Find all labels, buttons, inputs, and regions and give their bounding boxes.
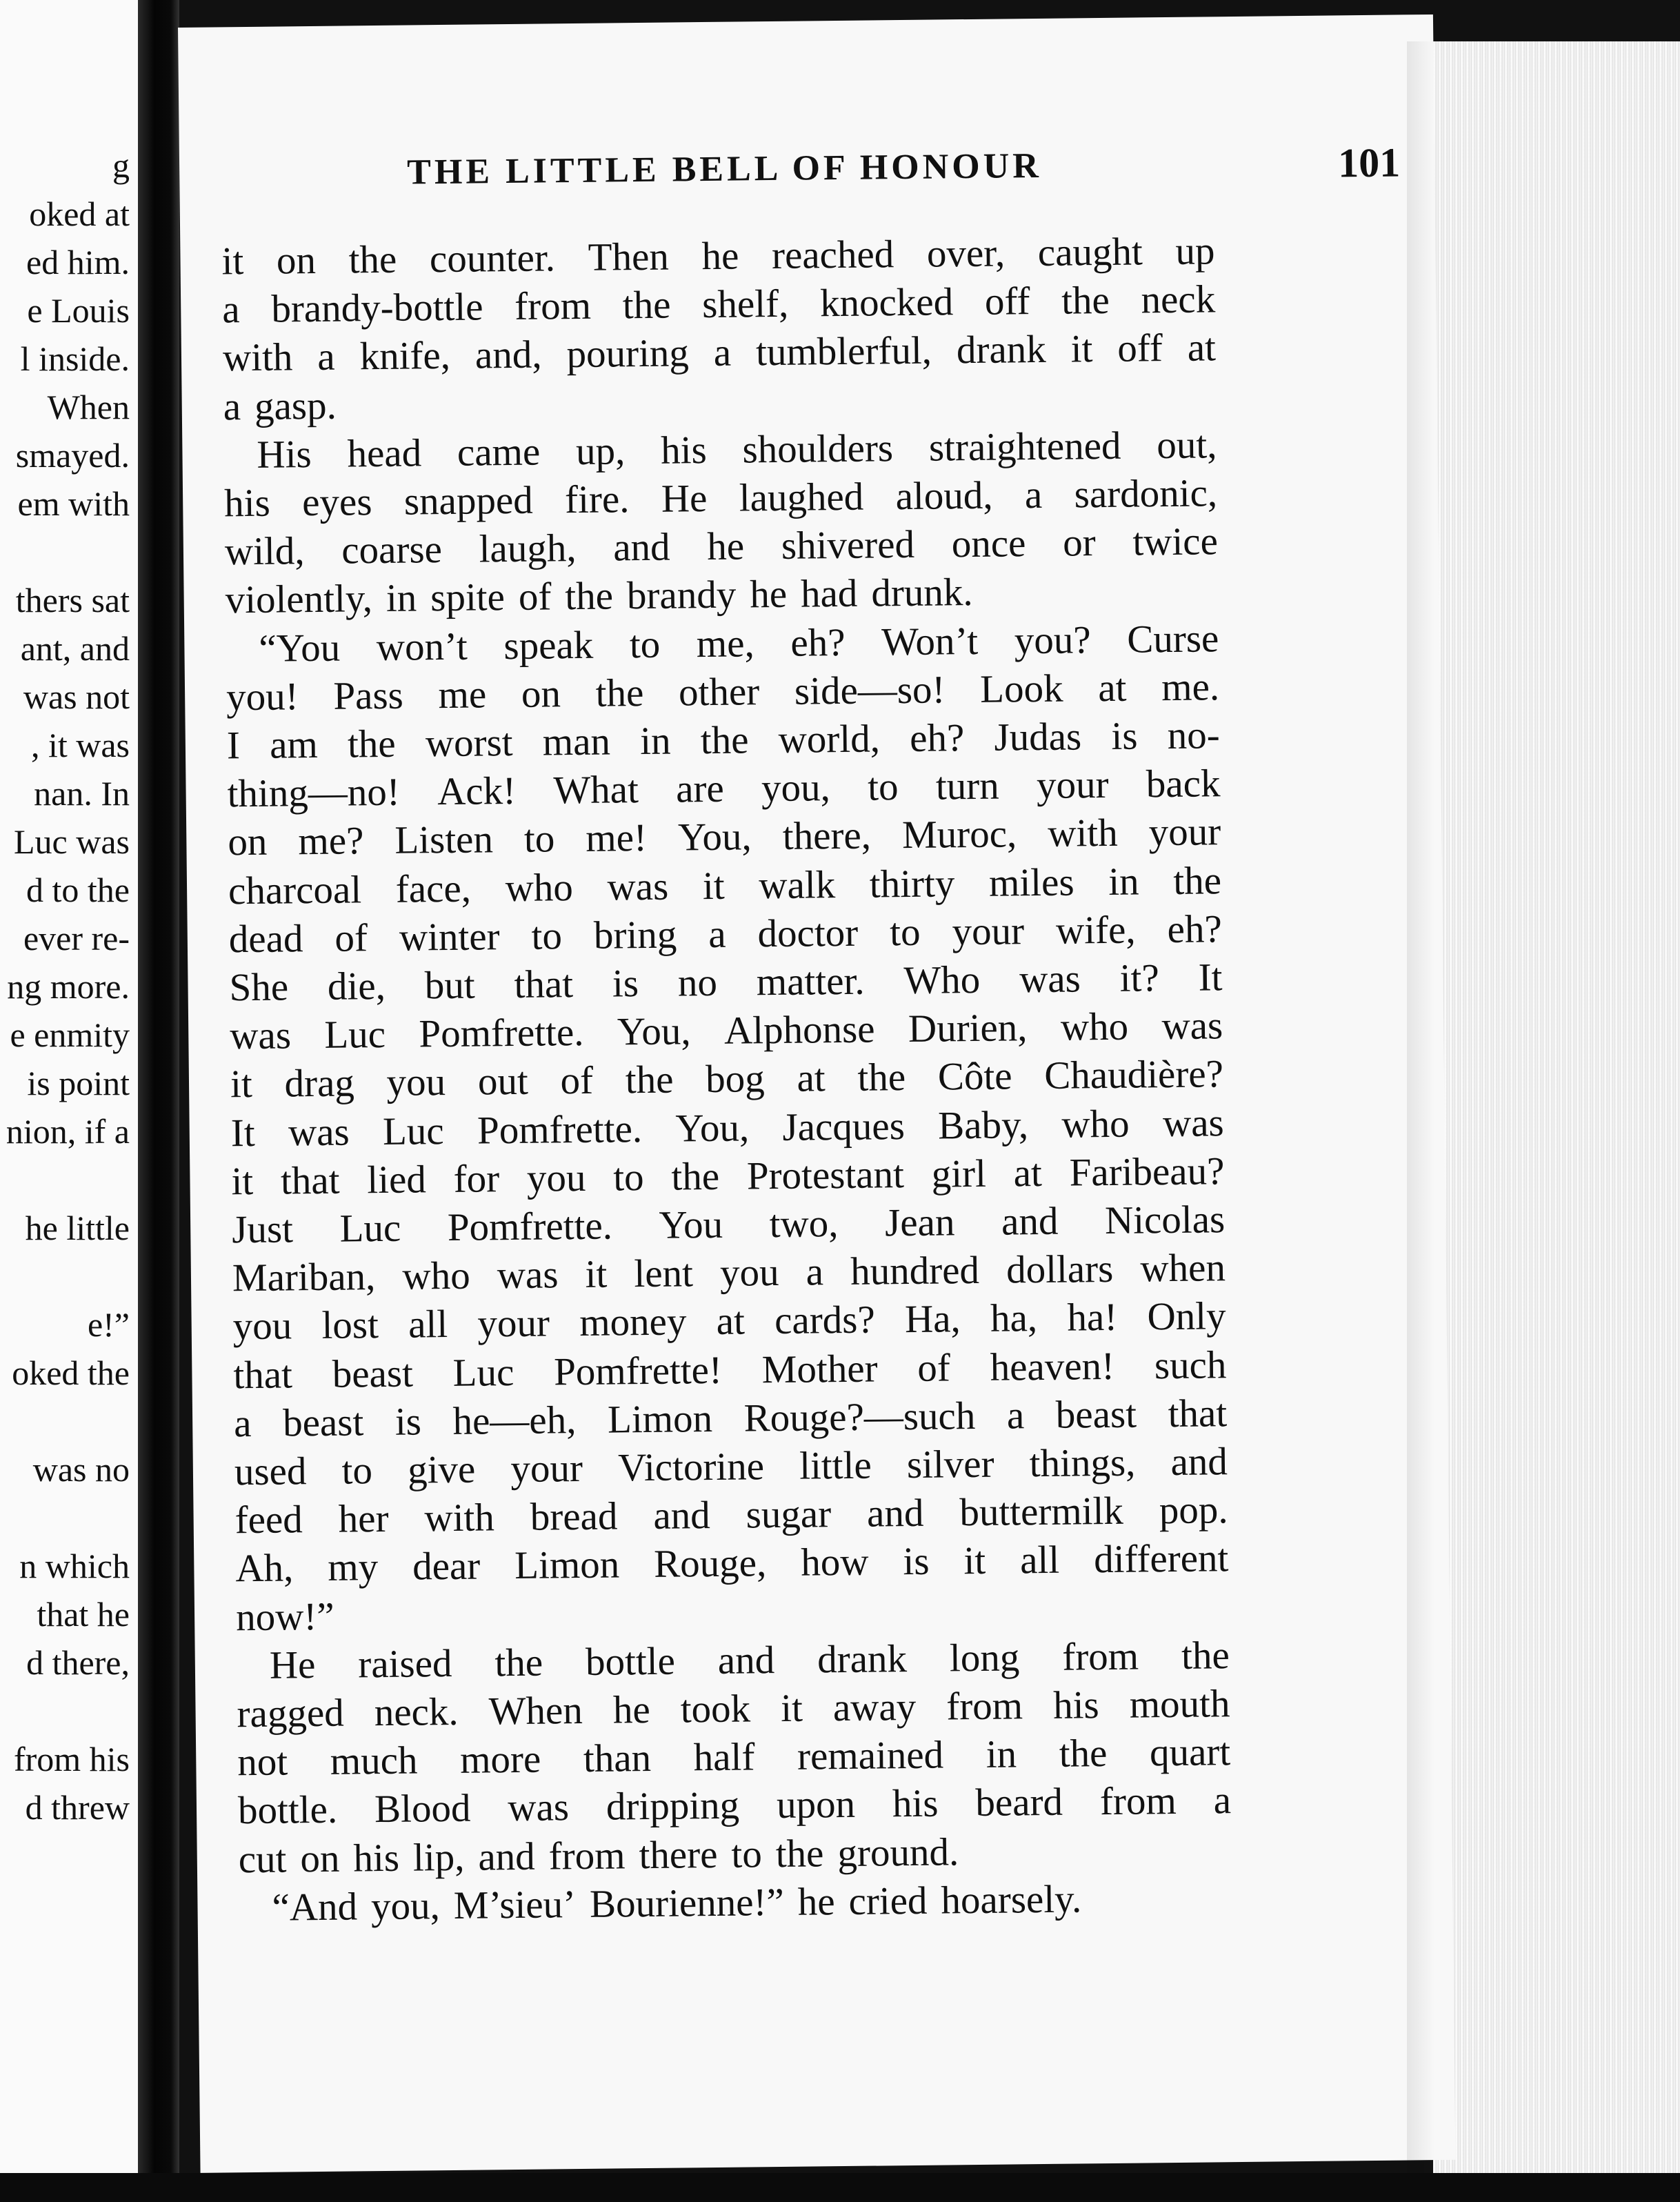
text-line: not much more than half remained in the quart [237, 1730, 1231, 1785]
text-line: charcoal face, who was it walk thirty miles in the [228, 858, 1222, 913]
text-line: a beast is he—eh, Limon Rouge?—such a beast that [233, 1391, 1228, 1446]
left-page-line: ever re- [23, 919, 130, 958]
left-page-line: g [112, 146, 130, 185]
left-page-line: was no [32, 1450, 130, 1489]
text-line: bottle. Blood was dripping upon his beard from a [237, 1778, 1232, 1833]
text-line: Ah, my dear Limon Rouge, how is it all different [235, 1536, 1229, 1591]
left-page-line: e Louis [27, 291, 130, 330]
text-line: a brandy-bottle from the shelf, knocked off the neck [221, 277, 1216, 332]
left-page-line: nan. In [34, 774, 130, 813]
scan-border [0, 2173, 1680, 2202]
text-line: I am the worst man in the world, eh? Judas is no- [226, 713, 1220, 768]
page-edges [1433, 41, 1680, 2202]
left-page-line: d there, [26, 1643, 130, 1682]
text-line: with a knife, and, pouring a tumblerful, drank it off at [222, 326, 1217, 380]
left-page-line: was not [23, 677, 130, 716]
text-line: his eyes snapped fire. He laughed aloud, a sardonic, [223, 471, 1218, 526]
left-page-line: n which [19, 1547, 130, 1585]
book-gutter [138, 0, 179, 2202]
text-line: His head came up, his shoulders straightened out, [257, 423, 1217, 477]
running-title: THE LITTLE BELL OF HONOUR [406, 146, 1043, 192]
left-page-line: nion, if a [6, 1112, 130, 1151]
text-line: Mariban, who was it lent you a hundred dollars when [232, 1246, 1226, 1300]
text-line: violently, in spite of the brandy he had drunk. [225, 571, 973, 622]
text-line: it on the counter. Then he reached over, caught up [221, 229, 1215, 284]
text-line: you lost all your money at cards? Ha, ha, ha! Only [232, 1294, 1226, 1349]
left-page-line: e!” [87, 1305, 130, 1344]
text-line: wild, coarse laugh, and he shivered once or twice [224, 519, 1219, 574]
text-line: a gasp. [223, 384, 337, 428]
left-page-line: em with [17, 484, 130, 523]
left-page-line: d threw [25, 1788, 130, 1827]
text-line: “You won’t speak to me, eh? Won’t you? Curse [259, 616, 1219, 671]
text-line: that beast Luc Pomfrette! Mother of heaven! such [233, 1342, 1227, 1397]
right-page [178, 14, 1455, 2173]
left-page-line: When [47, 388, 130, 426]
left-page-line: he little [25, 1209, 130, 1247]
text-line: it that lied for you to the Protestant girl at Faribeau? [231, 1149, 1225, 1204]
text-line: used to give your Victorine little silver things, and [234, 1440, 1228, 1494]
text-line: feed her with bread and sugar and buttermilk pop. [234, 1488, 1228, 1543]
left-page-line: thers sat [15, 581, 130, 619]
text-line: She die, but that is no matter. Who was it? It [229, 955, 1223, 1010]
running-head [407, 139, 1401, 204]
left-page-line: from his [13, 1740, 130, 1778]
text-line: it drag you out of the bog at the Côte Chaudière? [230, 1052, 1224, 1107]
text-line: thing—no! Ack! What are you, to turn your back [227, 762, 1221, 816]
text-line: was Luc Pomfrette. You, Alphonse Durien, who was [229, 1004, 1223, 1058]
text-line: dead of winter to bring a doctor to your wife, eh? [228, 907, 1223, 962]
left-page-line: smayed. [15, 436, 130, 475]
left-page-line: ant, and [20, 629, 130, 668]
left-page-line: oked the [12, 1353, 130, 1392]
text-line: now!” [235, 1594, 334, 1639]
text-line: ragged neck. When he took it away from his mouth [237, 1682, 1230, 1736]
left-page [0, 0, 145, 2202]
text-line: you! Pass me on the other side—so! Look at me. [226, 665, 1220, 720]
left-page-line: Luc was [14, 822, 130, 861]
left-page-line: , it was [30, 726, 130, 764]
text-line: It was Luc Pomfrette. You, Jacques Baby, who was [230, 1100, 1224, 1155]
text-line: “And you, M’sieu’ Bourienne!” he cried hoarsely. [272, 1877, 1082, 1930]
body-text [221, 227, 1232, 1930]
left-page-line: e enmity [10, 1015, 130, 1054]
page-shadow [1407, 41, 1434, 2202]
left-page-line: that he [37, 1595, 130, 1634]
text-line: Just Luc Pomfrette. You two, Jean and Nicolas [231, 1198, 1226, 1252]
left-page-line: oked at [29, 195, 130, 233]
left-page-line: ng more. [7, 967, 130, 1006]
text-line: He raised the bottle and drank long from the [269, 1633, 1230, 1687]
left-page-line: is point [27, 1064, 130, 1102]
left-page-line: ed him. [26, 243, 130, 281]
page-number: 101 [1337, 139, 1401, 186]
left-page-line: d to the [26, 871, 130, 909]
left-page-line: l inside. [20, 339, 130, 378]
text-line: cut on his lip, and from there to the ground. [238, 1829, 959, 1881]
text-line: on me? Listen to me! You, there, Muroc, with your [228, 810, 1221, 864]
